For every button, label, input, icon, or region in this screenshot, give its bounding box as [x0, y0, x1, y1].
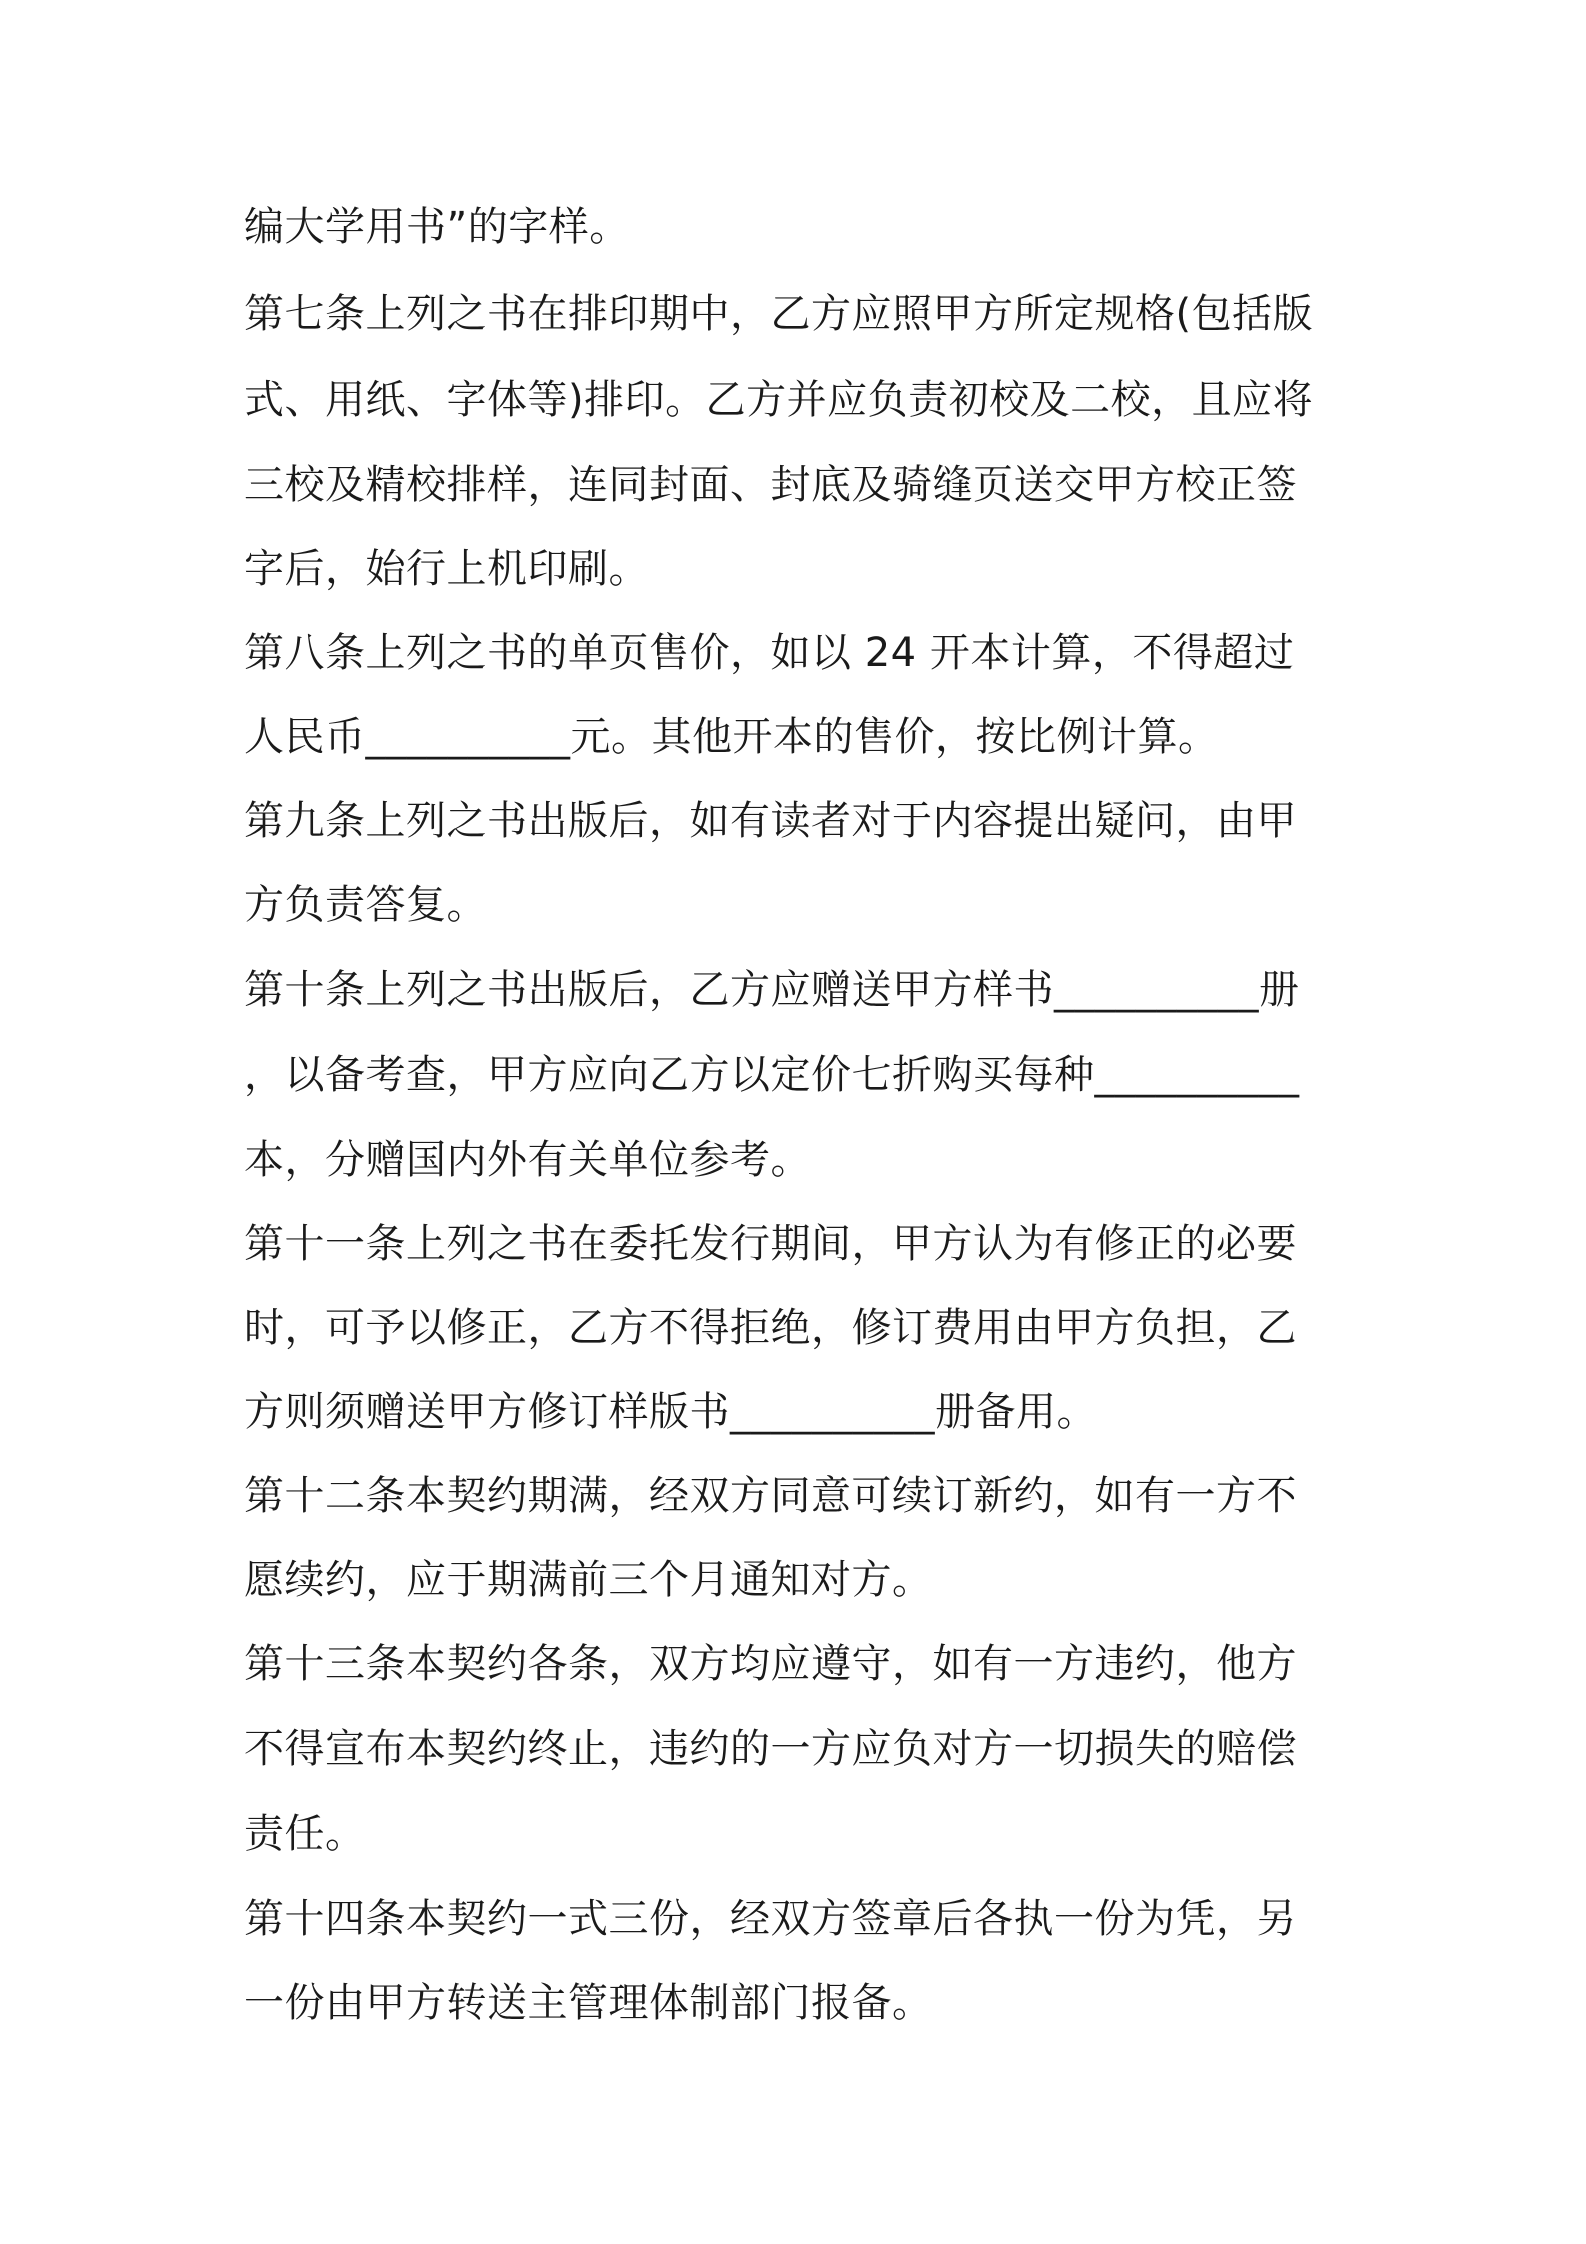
text-line: 责任。 — [244, 1811, 366, 1857]
text-line: 第十四条本契约一式三份，经双方签章后各执一份为凭，另 — [244, 1896, 1297, 1942]
text-line: 方则须赠送甲方修订样版书__________册备用。 — [244, 1389, 1097, 1435]
text-line: 式、用纸、字体等)排印。乙方并应负责初校及二校，且应将 — [244, 377, 1314, 423]
text-line: 方负责答复。 — [244, 882, 487, 928]
text-line: ，以备考查，甲方应向乙方以定价七折购买每种__________ — [244, 1052, 1300, 1098]
text-line: 三校及精校排样，连同封面、封底及骑缝页送交甲方校正签 — [244, 462, 1297, 508]
text-line: 愿续约，应于期满前三个月通知对方。 — [244, 1557, 933, 1603]
text-line: 第十一条上列之书在委托发行期间，甲方认为有修正的必要 — [244, 1221, 1297, 1267]
text-line: 第八条上列之书的单页售价，如以 24 开本计算，不得超过 — [244, 630, 1295, 676]
text-line: 第十二条本契约期满，经双方同意可续订新约，如有一方不 — [244, 1473, 1297, 1519]
text-line: 字后，始行上机印刷。 — [244, 546, 649, 592]
text-line: 第七条上列之书在排印期中，乙方应照甲方所定规格(包括版 — [244, 291, 1314, 337]
text-line: 人民币__________元。其他开本的售价，按比例计算。 — [244, 714, 1219, 760]
text-line: 第十三条本契约各条，双方均应遵守，如有一方违约，他方 — [244, 1641, 1297, 1687]
text-line: 本，分赠国内外有关单位参考。 — [244, 1137, 811, 1183]
text-line: 时，可予以修正，乙方不得拒绝，修订费用由甲方负担，乙 — [244, 1305, 1297, 1351]
text-line: 编大学用书”的字样。 — [244, 204, 630, 250]
text-line: 第九条上列之书出版后，如有读者对于内容提出疑问，由甲 — [244, 798, 1297, 844]
text-line: 不得宣布本契约终止，违约的一方应负对方一切损失的赔偿 — [244, 1726, 1297, 1772]
text-line: 第十条上列之书出版后，乙方应赠送甲方样书__________册 — [244, 967, 1300, 1013]
text-line: 一份由甲方转送主管理体制部门报备。 — [244, 1980, 933, 2026]
